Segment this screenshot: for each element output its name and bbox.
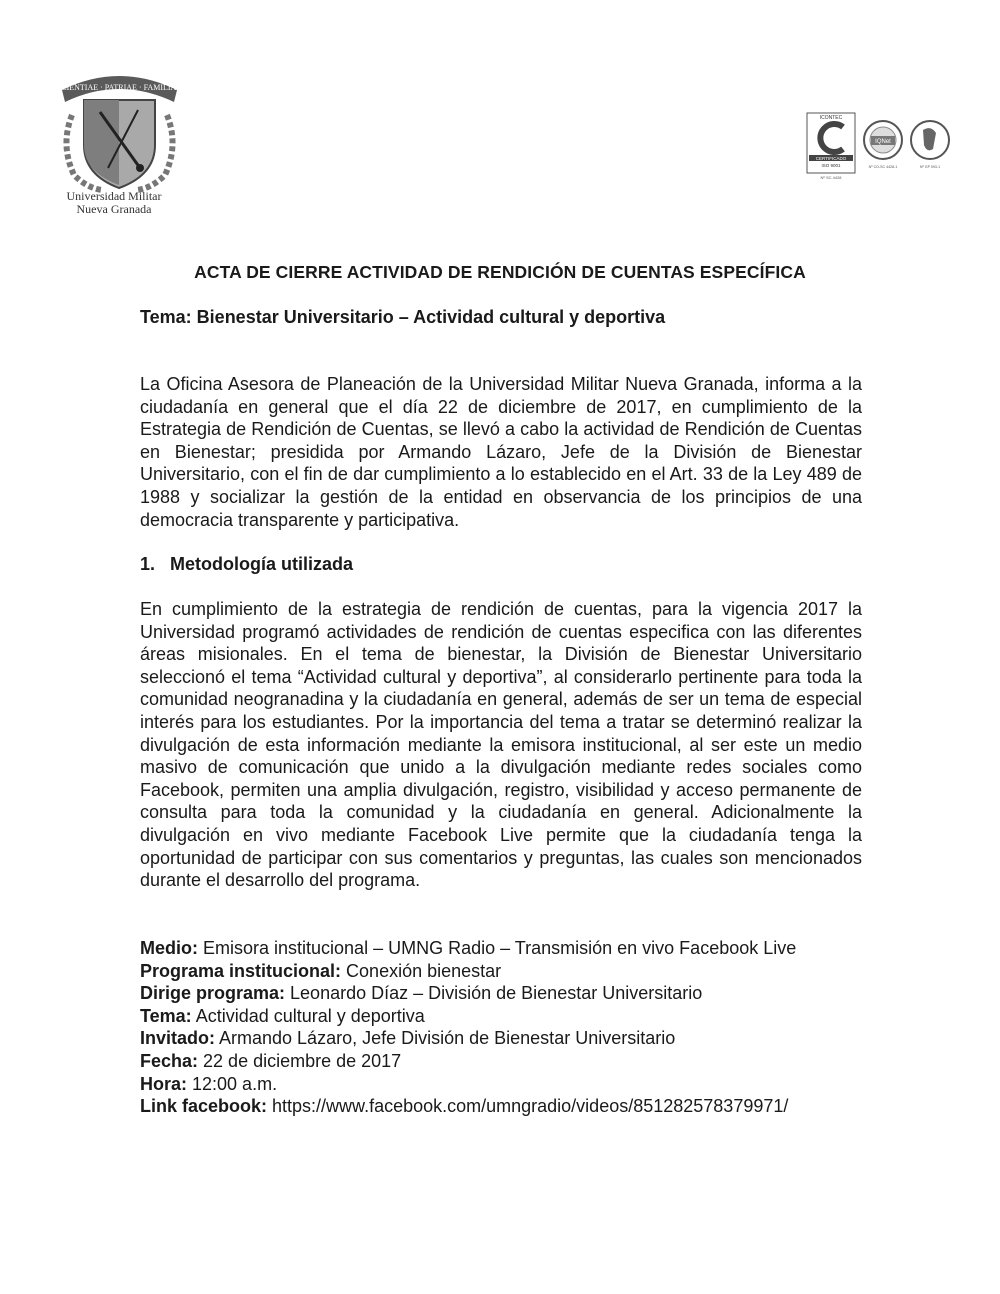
detail-label: Tema: [140, 1005, 192, 1026]
iqnet-cert-icon [864, 121, 902, 169]
methodology-paragraph: En cumplimiento de la estrategia de rendición de cuentas, para la vigencia 2017 la Universidad programó actividades de rendición de cuentas especifica con las diferentes áreas misionales. En el tema de bienestar, la División de Bienestar Universitario seleccionó el tema “Actividad cultural y deportiva”, al considerarlo pertinente para toda la comunidad neogranadina y la ciudadanía en general, además de ser un tema de especial interés para los estudiantes. Por la importancia del tema a tratar se determinó realizar la divulgación de esta información mediante la emisora institucional, al ser este un medio masivo de comunicación que unido a la divulgación mediante redes sociales como Facebook, permiten una amplia divulgación, registro, visibilidad y acceso permanente de consulta para toda la comunidad y la ciudadanía en general. Adicionalmente la divulgación en vivo mediante Facebook Live permite que la ciudadanía tenga la oportunidad de participar con sus comentarios y preguntas, las cuales son mencionados durante el desarrollo del programa. [140, 599, 862, 891]
university-name-line1: Universidad Militar [66, 189, 162, 203]
university-crest-icon [52, 60, 187, 215]
detail-label: Medio: [140, 938, 198, 958]
certification-logos [805, 105, 955, 185]
document-title: ACTA DE CIERRE ACTIVIDAD DE RENDICIÓN DE CUENTAS ESPECÍFICA [194, 262, 806, 282]
detail-hora [140, 1073, 796, 1096]
facebook-link[interactable]: https://www.facebook.com/umngradio/videos/851282578379971/ [267, 1096, 789, 1117]
detail-label: Link facebook: [140, 1096, 268, 1117]
detail-programa [140, 960, 796, 983]
crest-motto: SCIENTIAE · PATRIAE · FAMILIAE [56, 83, 182, 92]
detail-link [140, 1095, 796, 1118]
icontec-cert-icon [807, 113, 855, 180]
svg-text:ISO 9001: ISO 9001 [821, 163, 841, 168]
detail-medio [140, 937, 796, 960]
detail-label: Fecha: [140, 1050, 199, 1071]
svg-text:IQNet: IQNet [875, 139, 891, 145]
section-number: 1. [140, 554, 156, 574]
detail-value: Actividad cultural y deportiva [191, 1005, 425, 1026]
detail-value: Leonardo Díaz – División de Bienestar Universitario [285, 983, 703, 1004]
detail-value: 22 de diciembre de 2017 [198, 1050, 402, 1071]
university-logo [52, 60, 187, 215]
detail-invitado [140, 1027, 796, 1050]
detail-label: Hora: [140, 1073, 188, 1094]
university-name-line2: Nueva Granada [76, 202, 152, 215]
svg-text:Nº GP 093-1: Nº GP 093-1 [919, 165, 941, 169]
detail-dirige [140, 982, 796, 1005]
detail-value: Emisora institucional – UMNG Radio – Transmisión en vivo Facebook Live [198, 938, 797, 958]
detail-value: 12:00 a.m. [187, 1073, 278, 1094]
svg-text:Nº CO-SC 4428-1: Nº CO-SC 4428-1 [868, 165, 898, 169]
gp-cert-icon [911, 121, 949, 169]
program-details [140, 937, 796, 1118]
detail-fecha [140, 1050, 796, 1073]
intro-paragraph: La Oficina Asesora de Planeación de la Universidad Militar Nueva Granada, informa a la ciudadanía en general que el día 22 de diciembre de 2017, en cumplimiento de la Estrategia de Rendición de Cuentas, se llevó a cabo la actividad de Rendición de Cuentas en Bienestar; presidida por Armando Lázaro, Jefe de la División de Bienestar Universitario, con el fin de dar cumplimiento a lo establecido en el Art. 33 de la Ley 489 de 1988 y socializar la gestión de la entidad en observancia de los principios de una democracia transparente y participativa. [140, 374, 862, 530]
svg-text:ICONTEC: ICONTEC [819, 115, 843, 121]
detail-value: Conexión bienestar [341, 960, 502, 981]
svg-text:Nº SC 4428: Nº SC 4428 [820, 175, 842, 180]
detail-tema [140, 1005, 796, 1028]
detail-label: Invitado: [140, 1028, 215, 1049]
section-heading-methodology [140, 554, 353, 575]
section-title: Metodología utilizada [170, 554, 353, 574]
detail-label: Programa institucional: [140, 960, 342, 981]
detail-label: Dirige programa: [140, 983, 286, 1004]
svg-text:CERTIFICADO: CERTIFICADO [815, 156, 847, 161]
detail-value: Armando Lázaro, Jefe División de Bienestar Universitario [215, 1028, 676, 1049]
document-topic: Tema: Bienestar Universitario – Actividad cultural y deportiva [140, 307, 666, 327]
certification-icons [805, 105, 955, 185]
